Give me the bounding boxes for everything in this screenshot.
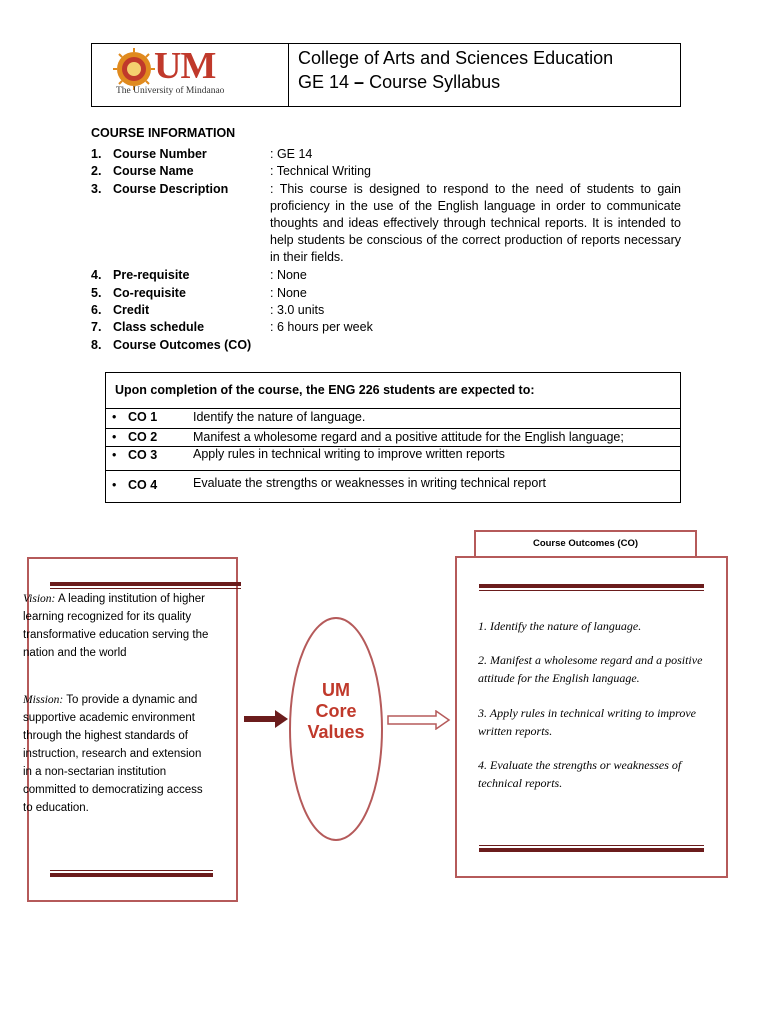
syllabus-header	[91, 43, 681, 107]
bullet-icon: •	[112, 448, 117, 462]
arrow-right-icon	[242, 708, 290, 730]
course-outcomes-title: Course Outcomes (CO)	[474, 530, 697, 558]
divider	[50, 588, 241, 589]
course-description: : This course is designed to respond to the need of students to gain proficiency in the use of the English language in order to communicate thoughts and ideas effectively through technical reports. It is intended to help students be conscious of the correct production of reports necessary in their fields.	[270, 182, 681, 264]
logo-subtitle: The University of Mindanao	[116, 86, 225, 96]
divider	[50, 870, 213, 871]
vision-text: Vision: A leading institution of higher learning recognized for its quality transformative education serving the nation and the world	[23, 593, 209, 659]
outcome-item: 4. Evaluate the strengths or weaknesses of technical reports.	[478, 758, 682, 790]
arrow-right-outline-icon	[386, 710, 452, 730]
table-row: • CO 4 Evaluate the strengths or weaknesses in writing technical report	[106, 470, 680, 503]
university-logo	[92, 44, 289, 106]
course-outcomes-table	[105, 372, 681, 503]
mission-text: Mission: To provide a dynamic and supportive academic environment through the highest standards of instruction, research and extension in a non-sectarian institution committed to democratizing access to education.	[23, 694, 203, 814]
table-row: • CO 3 Apply rules in technical writing to improve written reports	[106, 446, 680, 471]
divider	[479, 590, 704, 591]
core-values-label: UM Core Values	[307, 680, 365, 742]
divider	[50, 873, 213, 877]
outcomes-intro: Upon completion of the course, the ENG 226 students are expected to:	[115, 383, 535, 397]
course-info-heading: COURSE INFORMATION	[91, 126, 236, 140]
outcome-item: 3. Apply rules in technical writing to improve written reports.	[478, 706, 696, 738]
logo-wordmark: UM	[154, 45, 216, 87]
divider	[479, 848, 704, 852]
college-name: College of Arts and Sciences Education	[298, 48, 614, 68]
divider	[479, 845, 704, 846]
bullet-icon: •	[112, 430, 117, 444]
header-title	[298, 46, 613, 94]
outcome-item: 1. Identify the nature of language.	[478, 619, 642, 633]
outcome-item: 2. Manifest a wholesome regard and a positive attitude for the English language.	[478, 653, 703, 685]
table-row: • CO 1 Identify the nature of language.	[106, 408, 680, 429]
bullet-icon: •	[112, 478, 117, 492]
bullet-icon: •	[112, 410, 117, 424]
table-row: • CO 2 Manifest a wholesome regard and a positive attitude for the English language;	[106, 428, 680, 447]
course-syllabus-title: GE 14 – Course Syllabus	[298, 72, 501, 92]
divider	[479, 584, 704, 588]
divider	[50, 582, 241, 586]
